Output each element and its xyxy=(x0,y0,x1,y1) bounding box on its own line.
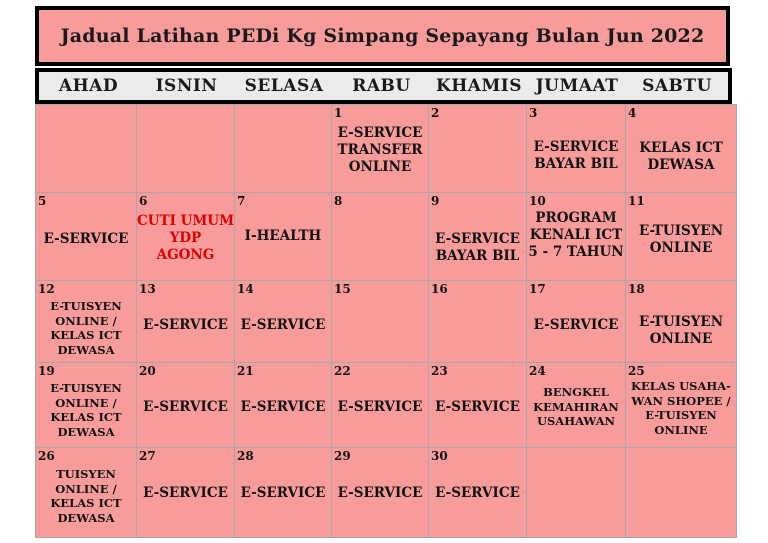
calendar-day-cell xyxy=(527,105,626,193)
calendar-day-cell xyxy=(527,281,626,363)
event-label: KELAS USAHA- WAN SHOPEE / E-TUISYEN ONLINE xyxy=(631,379,731,437)
calendar-grid xyxy=(35,104,737,538)
calendar-day-cell xyxy=(332,105,429,193)
calendar-day-cell xyxy=(235,363,332,448)
day-number: 10 xyxy=(529,194,546,208)
event-label: E-SERVICE xyxy=(240,317,326,333)
event-label: E-SERVICE xyxy=(435,485,520,501)
calendar-day-cell xyxy=(527,363,626,448)
day-header-khamis: KHAMIS xyxy=(435,76,523,96)
calendar-day-cell xyxy=(332,363,429,448)
day-number: 2 xyxy=(431,106,440,120)
day-number: 1 xyxy=(334,106,343,120)
day-number: 3 xyxy=(529,106,538,120)
day-number: 28 xyxy=(237,449,254,463)
event-label: E-SERVICE xyxy=(435,399,520,415)
calendar-day-cell xyxy=(137,448,235,538)
day-header-selasa: SELASA xyxy=(244,76,324,96)
calendar-day-cell xyxy=(332,281,429,363)
calendar-day-cell xyxy=(429,105,527,193)
calendar-day-cell xyxy=(36,193,137,281)
calendar-day-cell xyxy=(429,193,527,281)
event-label: E-SERVICE xyxy=(143,317,228,333)
page-title: Jadual Latihan PEDi Kg Simpang Sepayang Bulan Jun 2022 xyxy=(60,25,705,47)
calendar-day-cell xyxy=(429,363,527,448)
day-number: 19 xyxy=(38,364,55,378)
event-label: CUTI UMUM YDP AGONG xyxy=(137,213,235,263)
day-number: 14 xyxy=(237,282,254,296)
calendar-day-cell xyxy=(36,448,137,538)
calendar-day-cell xyxy=(235,448,332,538)
calendar-day-cell xyxy=(36,281,137,363)
event-label: PROGRAM KENALI ICT 5 - 7 TAHUN xyxy=(528,210,624,260)
calendar-day-cell xyxy=(626,105,737,193)
calendar-day-cell xyxy=(626,363,737,448)
day-number: 11 xyxy=(628,194,645,208)
calendar-day-cell xyxy=(137,105,235,193)
calendar-week-row xyxy=(36,281,737,363)
day-number: 30 xyxy=(431,449,448,463)
day-number: 26 xyxy=(38,449,55,463)
day-header-ahad: AHAD xyxy=(58,76,119,96)
calendar-day-cell xyxy=(626,193,737,281)
event-label: E-TUISYEN ONLINE / KELAS ICT DEWASA xyxy=(50,381,122,439)
calendar-day-cell xyxy=(332,448,429,538)
day-number: 17 xyxy=(529,282,546,296)
calendar-day-cell xyxy=(36,105,137,193)
event-label: E-TUISYEN ONLINE xyxy=(638,223,724,256)
event-label: E-TUISYEN ONLINE xyxy=(638,314,724,347)
event-label: E-SERVICE xyxy=(533,317,619,333)
calendar-week-row xyxy=(36,105,737,193)
calendar-day-cell xyxy=(235,193,332,281)
calendar-day-cell xyxy=(626,281,737,363)
calendar-day-cell xyxy=(527,448,626,538)
day-number: 23 xyxy=(431,364,448,378)
day-number: 22 xyxy=(334,364,351,378)
day-number: 8 xyxy=(334,194,343,208)
day-number: 16 xyxy=(431,282,448,296)
day-number: 21 xyxy=(237,364,254,378)
calendar-day-cell xyxy=(429,281,527,363)
event-label: BENGKEL KEMAHIRAN USAHAWAN xyxy=(533,385,619,428)
calendar-day-cell xyxy=(527,193,626,281)
day-number: 7 xyxy=(237,194,246,208)
day-number: 15 xyxy=(334,282,351,296)
calendar-day-cell xyxy=(137,193,235,281)
day-number: 20 xyxy=(139,364,156,378)
weekday-header xyxy=(35,68,732,104)
event-label: E-SERVICE BAYAR BIL xyxy=(435,231,520,264)
day-number: 4 xyxy=(628,106,637,120)
event-label: E-SERVICE TRANSFER ONLINE xyxy=(337,125,423,175)
day-header-rabu: RABU xyxy=(352,76,411,96)
event-label: E-SERVICE xyxy=(337,399,423,415)
day-number: 6 xyxy=(139,194,148,208)
day-header-sabtu: SABTU xyxy=(642,76,712,96)
event-label: E-SERVICE xyxy=(143,399,228,415)
day-number: 29 xyxy=(334,449,351,463)
calendar-day-cell xyxy=(429,448,527,538)
day-header-isnin: ISNIN xyxy=(155,76,218,96)
event-label: E-SERVICE xyxy=(43,231,129,247)
day-number: 24 xyxy=(529,364,546,378)
calendar-day-cell xyxy=(137,281,235,363)
calendar-week-row xyxy=(36,363,737,448)
day-number: 12 xyxy=(38,282,55,296)
calendar-day-cell xyxy=(235,281,332,363)
event-label: KELAS ICT DEWASA xyxy=(639,140,723,173)
event-label: I-HEALTH xyxy=(244,228,322,244)
calendar-week-row xyxy=(36,448,737,538)
calendar-day-cell xyxy=(137,363,235,448)
calendar-week-row xyxy=(36,193,737,281)
event-label: E-SERVICE BAYAR BIL xyxy=(533,139,619,172)
day-header-jumaat: JUMAAT xyxy=(535,76,619,96)
day-number: 13 xyxy=(139,282,156,296)
event-label: E-SERVICE xyxy=(240,485,326,501)
day-number: 27 xyxy=(139,449,156,463)
day-number: 25 xyxy=(628,364,645,378)
event-label: TUISYEN ONLINE / KELAS ICT DEWASA xyxy=(50,467,122,525)
calendar-day-cell xyxy=(235,105,332,193)
calendar-day-cell xyxy=(332,193,429,281)
title-banner xyxy=(35,6,730,66)
event-label: E-SERVICE xyxy=(337,485,423,501)
event-label: E-TUISYEN ONLINE / KELAS ICT DEWASA xyxy=(50,299,122,357)
day-number: 18 xyxy=(628,282,645,296)
calendar-day-cell xyxy=(36,363,137,448)
event-label: E-SERVICE xyxy=(143,485,228,501)
calendar-day-cell xyxy=(626,448,737,538)
day-number: 9 xyxy=(431,194,440,208)
day-number: 5 xyxy=(38,194,47,208)
event-label: E-SERVICE xyxy=(240,399,326,415)
